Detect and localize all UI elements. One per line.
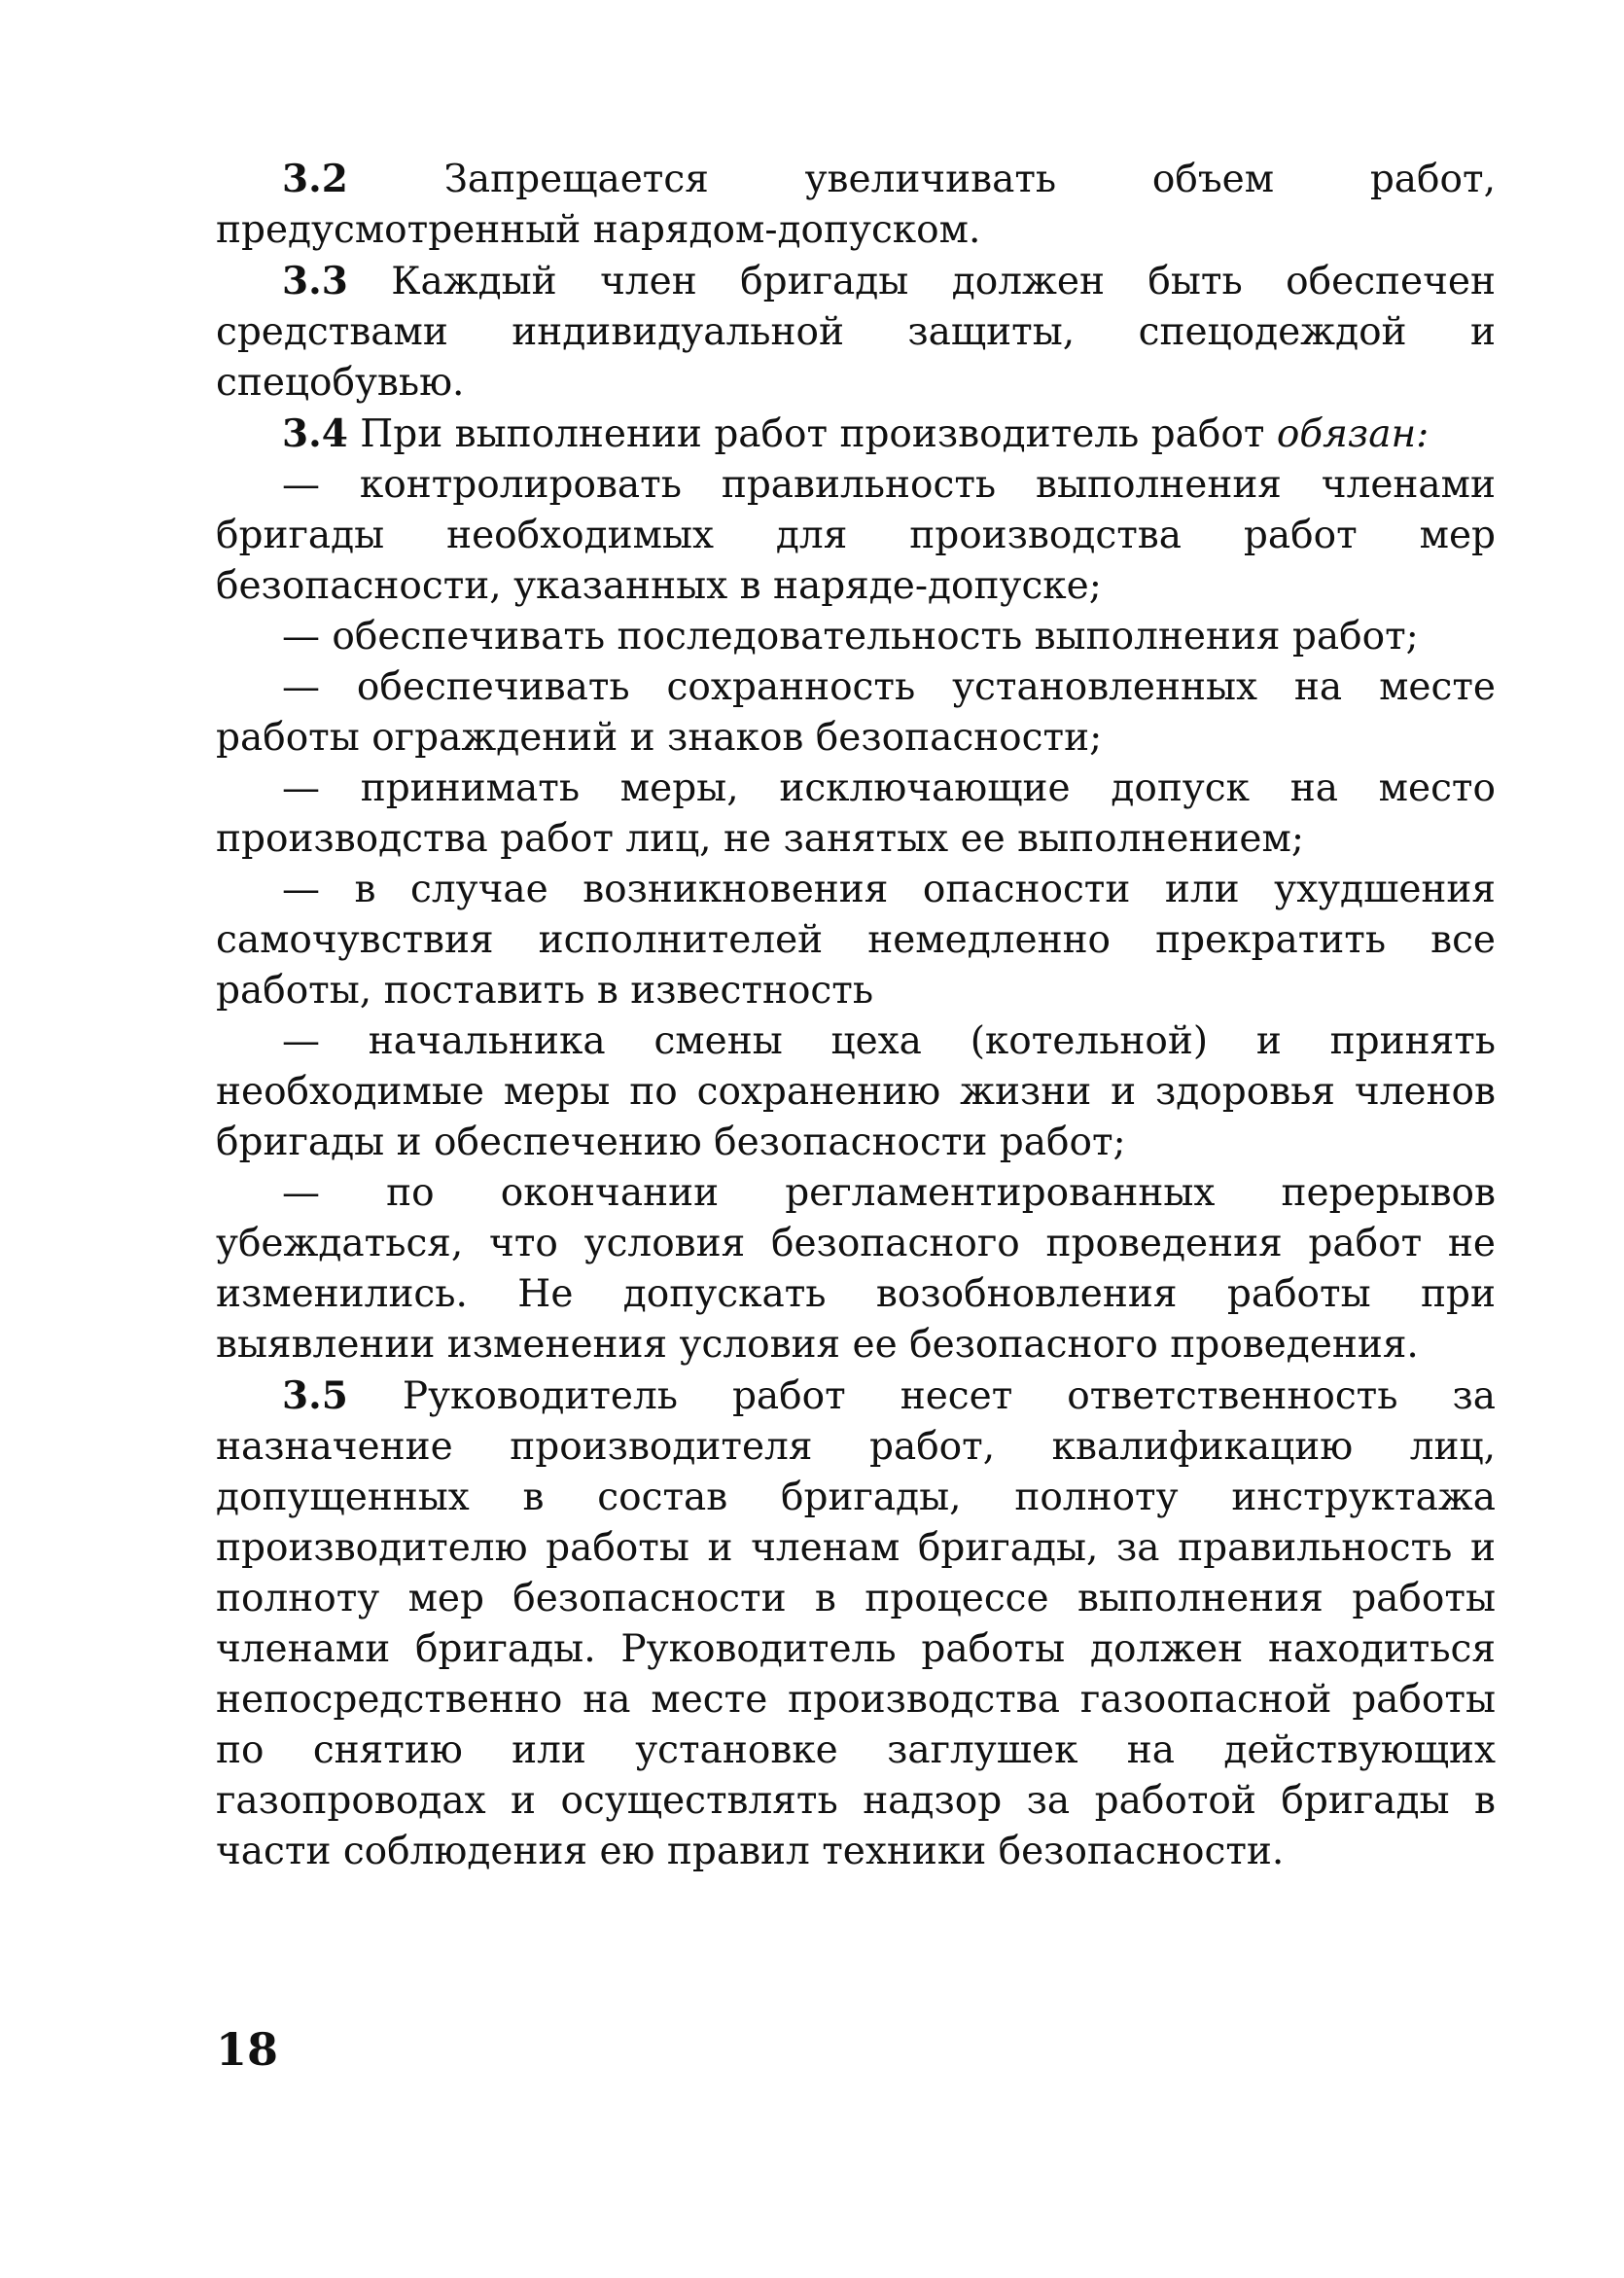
paragraph-3-4 <box>216 409 1496 460</box>
paragraph-number: 3.5 <box>282 1373 348 1418</box>
list-item <box>216 612 1496 662</box>
list-item-text: — принимать меры, исключающие допуск на место производства работ лиц, не занятых ее выполнением; <box>216 766 1496 861</box>
paragraph-number: 3.4 <box>282 411 348 456</box>
list-item <box>216 1168 1496 1370</box>
paragraph-text: Запрещается увеличивать объем работ, предусмотренный нарядом-допуском. <box>216 158 1496 252</box>
paragraph-3-2 <box>216 154 1496 256</box>
list-item <box>216 662 1496 764</box>
list-item-text: — по окончании регламентированных перерывов убеждаться, что условия безопасного проведения работ не изменились. Не допускать возобновления работы при выявлении изменения условия ее безопасного проведения. <box>216 1171 1496 1367</box>
paragraph-italic-text: обязан: <box>1276 412 1430 456</box>
paragraph-number: 3.3 <box>282 259 348 303</box>
list-item-text: — начальника смены цеха (котельной) и принять необходимые меры по сохранению жизни и здоровья членов бригады и обеспечению безопасности работ; <box>216 1019 1496 1164</box>
list-item <box>216 764 1496 865</box>
paragraph-text: Руководитель работ несет ответственность за назначение производителя работ, квалификацию лиц, допущенных в состав бригады, полноту инструктажа производителю работы и членам бригады, за правильность и полноту мер безопасности в процессе выполнения работы членами бригады. Руководитель работы должен находиться непосредственно на месте производства газоопасной работы по снятию или установке заглушек на действующих газопроводах и осуществлять надзор за работой бригады в части соблюдения ею правил техники безопасности. <box>216 1374 1496 1873</box>
paragraph-3-3 <box>216 256 1496 409</box>
list-item <box>216 460 1496 612</box>
list-item <box>216 865 1496 1016</box>
paragraph-3-5 <box>216 1370 1496 1877</box>
list-item-text: — контролировать правильность выполнения членами бригады необходимых для производства работ мер безопасности, указанных в наряде-допуске; <box>216 463 1496 608</box>
document-body <box>216 154 1496 1877</box>
list-item-text: — в случае возникновения опасности или ухудшения самочувствия исполнителей немедленно прекратить все работы, поставить в известность <box>216 868 1496 1013</box>
page-number: 18 <box>216 2023 279 2076</box>
list-item-text: — обеспечивать последовательность выполнения работ; <box>282 615 1419 658</box>
paragraph-text: Каждый член бригады должен быть обеспечен средствами индивидуальной защиты, спецодеждой и спецобувью. <box>216 260 1496 405</box>
list-item-text: — обеспечивать сохранность установленных на месте работы ограждений и знаков безопасности; <box>216 665 1496 760</box>
list-item <box>216 1016 1496 1168</box>
paragraph-text: При выполнении работ производитель работ <box>347 412 1277 456</box>
paragraph-number: 3.2 <box>282 157 348 201</box>
